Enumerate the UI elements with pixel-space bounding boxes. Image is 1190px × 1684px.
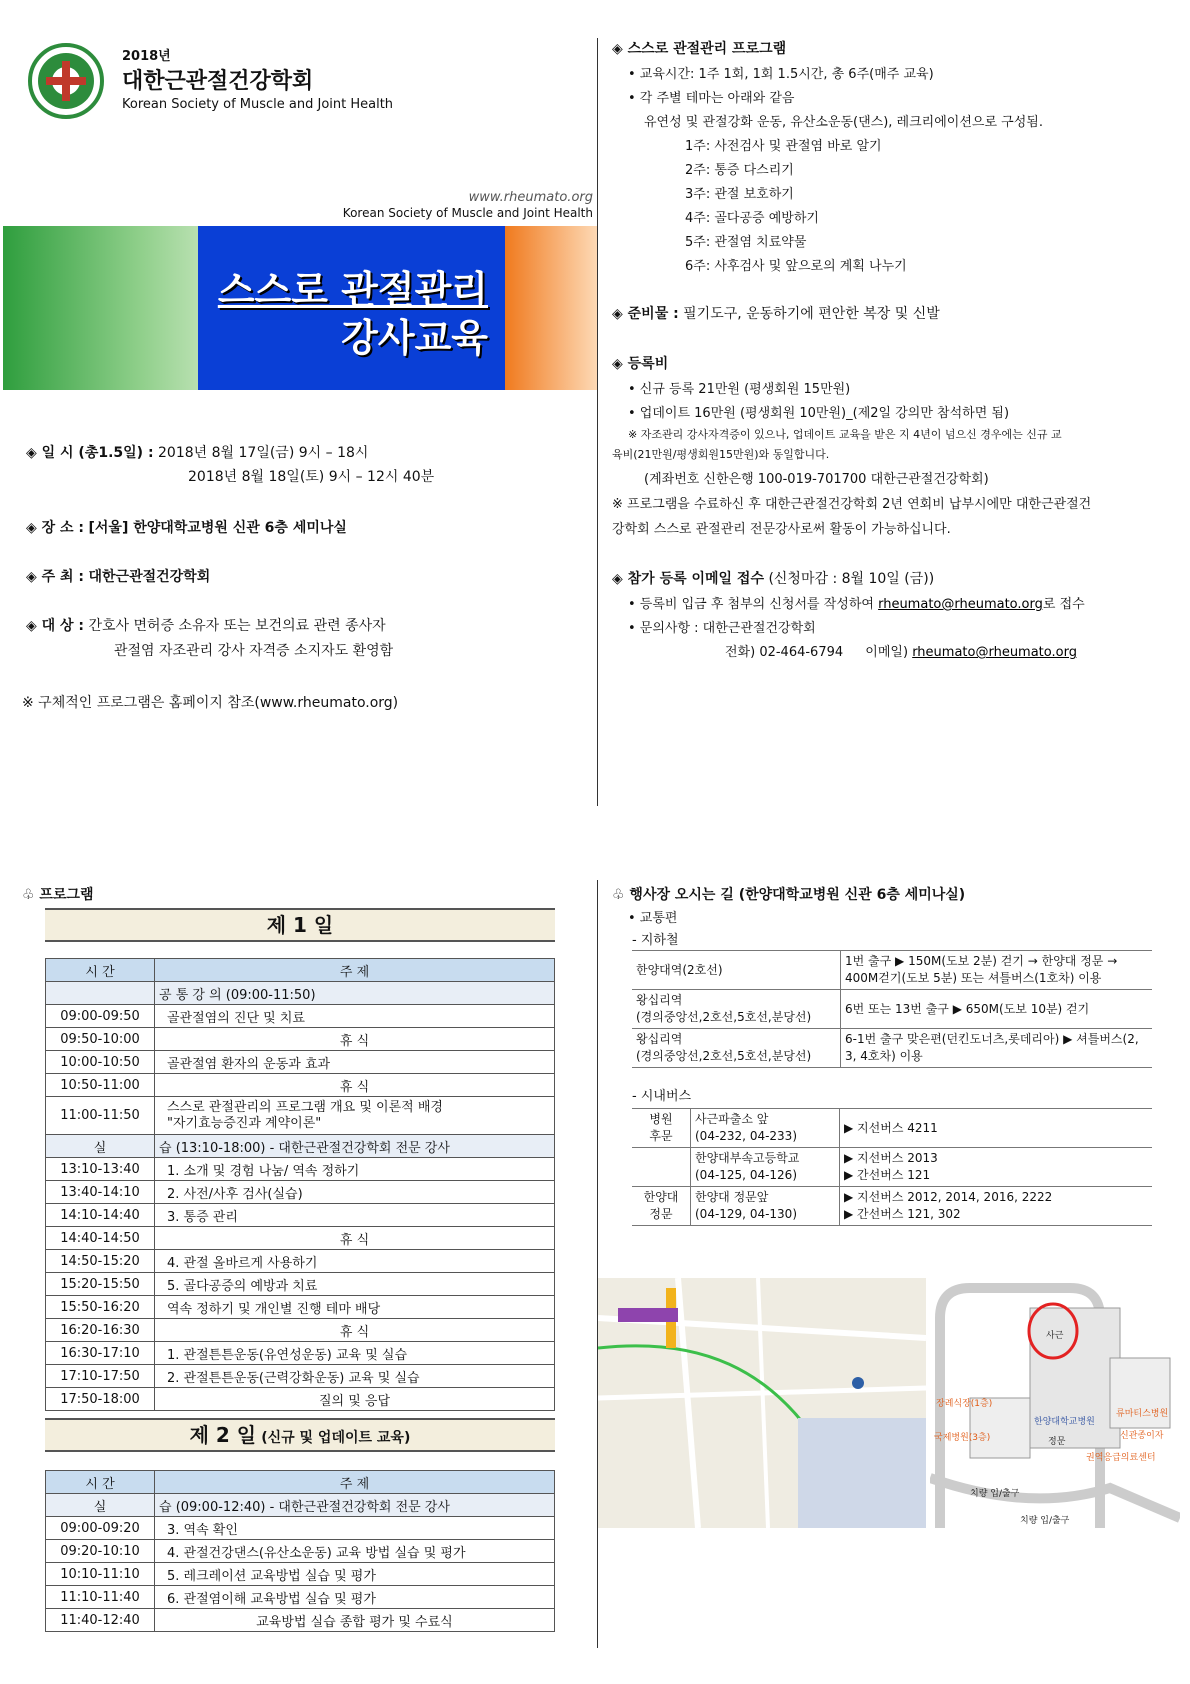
- bus-stop: 한양대 정문앞 (04-129, 04-130): [691, 1187, 840, 1226]
- fee-title: ◈ 등록비: [612, 356, 669, 372]
- program-overview-title: ◈ 스스로 관절관리 프로그램: [612, 41, 787, 57]
- schedule-time: 10:50-11:00: [46, 1074, 155, 1097]
- date-line-2: 2018년 8월 18일(토) 9시 – 12시 40분: [188, 469, 435, 485]
- schedule-topic: 2. 사전/사후 검사(실습): [155, 1181, 555, 1204]
- schedule-time: 14:40-14:50: [46, 1227, 155, 1250]
- col-topic-header: 주 제: [155, 1471, 555, 1494]
- subway-directions: 6-1번 출구 맞은편(던킨도너츠,롯데리아) ▶ 셔틀버스(2, 3, 4호차) 이용: [841, 1029, 1153, 1068]
- schedule-row: [46, 982, 555, 1005]
- transit-label: • 교통편: [628, 911, 678, 926]
- schedule-row: [46, 1540, 555, 1563]
- column-divider: [597, 38, 598, 806]
- schedule-row: [46, 1204, 555, 1227]
- bus-lines: ▶ 지선버스 4211: [840, 1109, 1153, 1148]
- day2-header: 제 2 일 (신규 및 업데이트 교육): [45, 1418, 555, 1452]
- schedule-topic: 습 (13:10-18:00) - 대한근관절건강학회 전문 강사: [155, 1135, 555, 1158]
- schedule-time: 10:00-10:50: [46, 1051, 155, 1074]
- bus-row: [632, 1148, 1152, 1187]
- week-item: 4주: 골다공증 예방하기: [685, 211, 819, 226]
- col-time-header: 시 간: [46, 1471, 155, 1494]
- subway-row: [632, 1029, 1152, 1068]
- area-map[interactable]: [598, 1278, 926, 1528]
- schedule-time: 14:50-15:20: [46, 1250, 155, 1273]
- website-url[interactable]: www.rheumato.org: [468, 190, 593, 205]
- bus-stop-group: [632, 1148, 691, 1187]
- bus-stop: 한양대부속고등학교 (04-125, 04-126): [691, 1148, 840, 1187]
- schedule-time: 16:20-16:30: [46, 1319, 155, 1342]
- day1-header: 제 1 일: [45, 908, 555, 942]
- contact-label: • 문의사항 : 대한근관절건강학회: [628, 621, 816, 636]
- schedule-row: [46, 1296, 555, 1319]
- area-map-drawing: [598, 1278, 926, 1528]
- hospital-map[interactable]: [930, 1278, 1180, 1528]
- schedule-time: 10:10-11:10: [46, 1563, 155, 1586]
- program-composition: 유연성 및 관절강화 운동, 유산소운동(댄스), 레크리에이션으로 구성됨.: [644, 115, 1043, 130]
- day2-schedule-table: [45, 1470, 555, 1632]
- map-label: 권역응급의료센터: [1086, 1453, 1156, 1463]
- schedule-row: [46, 1342, 555, 1365]
- fee-note-1: ※ 자조관리 강사자격증이 있으나, 업데이트 교육을 받은 지 4년이 넘으신 경우에는 신규 교: [628, 428, 1062, 441]
- schedule-topic: 6. 관절염이해 교육방법 실습 및 평가: [155, 1586, 555, 1609]
- account-info: (계좌번호 신한은행 100-019-701700 대한근관절건강학회): [644, 472, 989, 487]
- schedule-time: 11:40-12:40: [46, 1609, 155, 1632]
- schedule-topic: 스스로 관절관리의 프로그램 개요 및 이론적 배경 "자기효능증진과 계약이론": [155, 1097, 555, 1135]
- week-item: 3주: 관절 보호하기: [685, 187, 794, 202]
- schedule-topic: 골관절염의 진단 및 치료: [155, 1005, 555, 1028]
- subway-directions: 6번 또는 13번 출구 ▶ 650M(도보 10분) 걷기: [841, 990, 1153, 1029]
- schedule-time: 09:20-10:10: [46, 1540, 155, 1563]
- schedule-time: 11:00-11:50: [46, 1097, 155, 1135]
- schedule-topic: 1. 소개 및 경험 나눔/ 역속 정하기: [155, 1158, 555, 1181]
- schedule-topic: 휴 식: [155, 1028, 555, 1051]
- schedule-row: [46, 1609, 555, 1632]
- map-label: 류마티스병원: [1116, 1409, 1169, 1419]
- schedule-row: [46, 1135, 555, 1158]
- schedule-topic: 교육방법 실습 종합 평가 및 수료식: [155, 1609, 555, 1632]
- schedule-row: [46, 1051, 555, 1074]
- subway-row: [632, 990, 1152, 1029]
- subway-row: [632, 951, 1152, 990]
- schedule-topic: 5. 골다공증의 예방과 치료: [155, 1273, 555, 1296]
- bus-lines: ▶ 지선버스 2013 ▶ 간선버스 121: [840, 1148, 1153, 1187]
- col-topic-header: 주 제: [155, 959, 555, 982]
- schedule-topic: 역속 정하기 및 개인별 진행 테마 배당: [155, 1296, 555, 1319]
- schedule-row: [46, 1250, 555, 1273]
- contact-line: 전화) 02-464-6794 이메일) rheumato@rheumato.org: [725, 645, 1077, 660]
- schedule-topic: 질의 및 응답: [155, 1388, 555, 1411]
- title-banner: [3, 226, 597, 390]
- schedule-row: [46, 1227, 555, 1250]
- day1-schedule-table: [45, 958, 555, 1411]
- bus-table: [632, 1108, 1152, 1226]
- schedule-topic: 골관절염 환자의 운동과 효과: [155, 1051, 555, 1074]
- map-label: 사근: [1046, 1331, 1064, 1341]
- bus-row: [632, 1109, 1152, 1148]
- schedule-row: [46, 1563, 555, 1586]
- bus-stop: 사근파출소 앞 (04-232, 04-233): [691, 1109, 840, 1148]
- week-item: 1주: 사전검사 및 관절염 바로 알기: [685, 139, 882, 154]
- schedule-topic: 휴 식: [155, 1074, 555, 1097]
- schedule-topic: 휴 식: [155, 1319, 555, 1342]
- registration-instruction: • 등록비 입금 후 첨부의 신청서를 작성하여 rheumato@rheumato.org로 접수: [628, 597, 1085, 612]
- program-title: ♧ 프로그램: [22, 887, 94, 903]
- certification-note-2: 강학회 스스로 관절관리 전문강사로써 활동이 가능하십니다.: [612, 522, 951, 537]
- year-label: 2018년: [122, 49, 171, 64]
- map-label: 한양대학교병원: [1034, 1417, 1095, 1427]
- table-header-row: [46, 1471, 555, 1494]
- fee-new: • 신규 등록 21만원 (평생회원 15만원): [628, 382, 851, 397]
- schedule-row: [46, 1273, 555, 1296]
- map-label: 신관종이자: [1120, 1431, 1164, 1441]
- schedule-row: [46, 1158, 555, 1181]
- schedule-row: [46, 1494, 555, 1517]
- map-label: 치량 입/출구: [970, 1489, 1020, 1499]
- bus-stop-group: 한양대 정문: [632, 1187, 691, 1226]
- bus-label: - 시내버스: [632, 1089, 692, 1104]
- schedule-time: 실: [46, 1494, 155, 1517]
- week-item: 6주: 사후검사 및 앞으로의 계획 나누기: [685, 259, 907, 274]
- week-item: 2주: 통증 다스리기: [685, 163, 794, 178]
- schedule-time: 14:10-14:40: [46, 1204, 155, 1227]
- schedule-time: 15:50-16:20: [46, 1296, 155, 1319]
- schedule-topic: 휴 식: [155, 1227, 555, 1250]
- schedule-time: 11:10-11:40: [46, 1586, 155, 1609]
- map-label: 국제병원(3층): [934, 1433, 991, 1443]
- org-name-en: Korean Society of Muscle and Joint Health: [122, 97, 394, 112]
- schedule-time: 16:30-17:10: [46, 1342, 155, 1365]
- homepage-note: ※ 구체적인 프로그램은 홈페이지 참조(www.rheumato.org): [22, 695, 399, 711]
- subway-station: 한양대역(2호선): [632, 951, 841, 990]
- schedule-topic: 공 통 강 의 (09:00-11:50): [155, 982, 555, 1005]
- schedule-row: [46, 1517, 555, 1540]
- map-label: 정문: [1048, 1437, 1066, 1447]
- subway-station: 왕십리역 (경의중앙선,2호선,5호선,분당선): [632, 1029, 841, 1068]
- schedule-topic: 습 (09:00-12:40) - 대한근관절건강학회 전문 강사: [155, 1494, 555, 1517]
- schedule-row: [46, 1074, 555, 1097]
- bus-row: [632, 1187, 1152, 1226]
- schedule-row: [46, 1365, 555, 1388]
- schedule-topic: 2. 관절튼튼운동(근력강화운동) 교육 및 실습: [155, 1365, 555, 1388]
- schedule-time: [46, 982, 155, 1005]
- schedule-time: 실: [46, 1135, 155, 1158]
- bus-lines: ▶ 지선버스 2012, 2014, 2016, 2222 ▶ 간선버스 121, 302: [840, 1187, 1153, 1226]
- schedule-row: [46, 1586, 555, 1609]
- target-section: ◈ 대 상 : 간호사 면허증 소유자 또는 보건의료 관련 종사자: [26, 618, 386, 634]
- schedule-row: [46, 1028, 555, 1051]
- schedule-time: 13:40-14:10: [46, 1181, 155, 1204]
- program-time: • 교육시간: 1주 1회, 1회 1.5시간, 총 6주(매주 교육): [628, 67, 934, 82]
- date-section: ◈ 일 시 (총1.5일) : 2018년 8월 17일(금) 9시 – 18시: [26, 445, 369, 461]
- fee-note-2: 육비(21만원/평생회원15만원)와 동일합니다.: [612, 448, 830, 461]
- schedule-topic: 5. 레크레이션 교육방법 실습 및 평가: [155, 1563, 555, 1586]
- org-name-kr: 대한근관절건강학회: [122, 69, 314, 94]
- column-divider-bottom: [597, 880, 598, 1648]
- schedule-row: [46, 1319, 555, 1342]
- schedule-topic: 4. 관절건강댄스(유산소운동) 교육 방법 실습 및 평가: [155, 1540, 555, 1563]
- schedule-time: 09:00-09:20: [46, 1517, 155, 1540]
- certification-note-1: ※ 프로그램을 수료하신 후 대한근관절건강학회 2년 연회비 납부시에만 대한근관절건: [612, 497, 1092, 512]
- schedule-topic: 4. 관절 올바르게 사용하기: [155, 1250, 555, 1273]
- schedule-row: [46, 1181, 555, 1204]
- host-section: ◈ 주 최 : 대한근관절건강학회: [26, 569, 211, 585]
- fee-update: • 업데이트 16만원 (평생회원 10만원)_(제2일 강의만 참석하면 됨): [628, 406, 1010, 421]
- schedule-topic: 1. 관절튼튼운동(유연성운동) 교육 및 실습: [155, 1342, 555, 1365]
- table-header-row: [46, 959, 555, 982]
- place-section: ◈ 장 소 : [서울] 한양대학교병원 신관 6층 세미나실: [26, 520, 347, 536]
- schedule-time: 17:10-17:50: [46, 1365, 155, 1388]
- schedule-topic: 3. 통증 관리: [155, 1204, 555, 1227]
- map-label: 장례식장(1층): [936, 1399, 993, 1409]
- schedule-row: [46, 1097, 555, 1135]
- col-time-header: 시 간: [46, 959, 155, 982]
- schedule-row: [46, 1388, 555, 1411]
- society-logo: [28, 43, 104, 119]
- target-line-2: 관절염 자조관리 강사 자격증 소지자도 환영함: [114, 643, 394, 659]
- banner-title: 스스로 관절관리 강사교육: [217, 268, 488, 360]
- registration-email-link[interactable]: rheumato@rheumato.org: [878, 597, 1043, 612]
- week-item: 5주: 관절염 치료약물: [685, 235, 807, 250]
- contact-email-link[interactable]: rheumato@rheumato.org: [912, 645, 1077, 660]
- program-theme-intro: • 각 주별 테마는 아래와 같음: [628, 91, 795, 106]
- schedule-row: [46, 1005, 555, 1028]
- map-label: 치량 입/출구: [1020, 1516, 1070, 1526]
- weekly-themes: [685, 135, 907, 279]
- schedule-time: 09:50-10:00: [46, 1028, 155, 1051]
- phone-number: 전화) 02-464-6794: [725, 645, 844, 660]
- subway-directions: 1번 출구 ▶ 150M(도보 2분) 걷기 → 한양대 정문 → 400M걷기(도보 5분) 또는 셔틀버스(1호차) 이용: [841, 951, 1153, 990]
- subway-station: 왕십리역 (경의중앙선,2호선,5호선,분당선): [632, 990, 841, 1029]
- schedule-time: 13:10-13:40: [46, 1158, 155, 1181]
- registration-title: ◈ 참가 등록 이메일 접수 (신청마감 : 8월 10일 (금)): [612, 571, 935, 587]
- subway-label: - 지하철: [632, 933, 679, 948]
- schedule-topic: 3. 역속 확인: [155, 1517, 555, 1540]
- bus-stop-group: 병원 후문: [632, 1109, 691, 1148]
- subway-table: [632, 950, 1152, 1068]
- schedule-time: 15:20-15:50: [46, 1273, 155, 1296]
- directions-title: ♧ 행사장 오시는 길 (한양대학교병원 신관 6층 세미나실): [612, 887, 966, 903]
- org-name-en-2: Korean Society of Muscle and Joint Health: [342, 206, 593, 220]
- schedule-time: 09:00-09:50: [46, 1005, 155, 1028]
- preparation-section: ◈ 준비물 : 필기도구, 운동하기에 편안한 복장 및 신발: [612, 306, 940, 322]
- schedule-time: 17:50-18:00: [46, 1388, 155, 1411]
